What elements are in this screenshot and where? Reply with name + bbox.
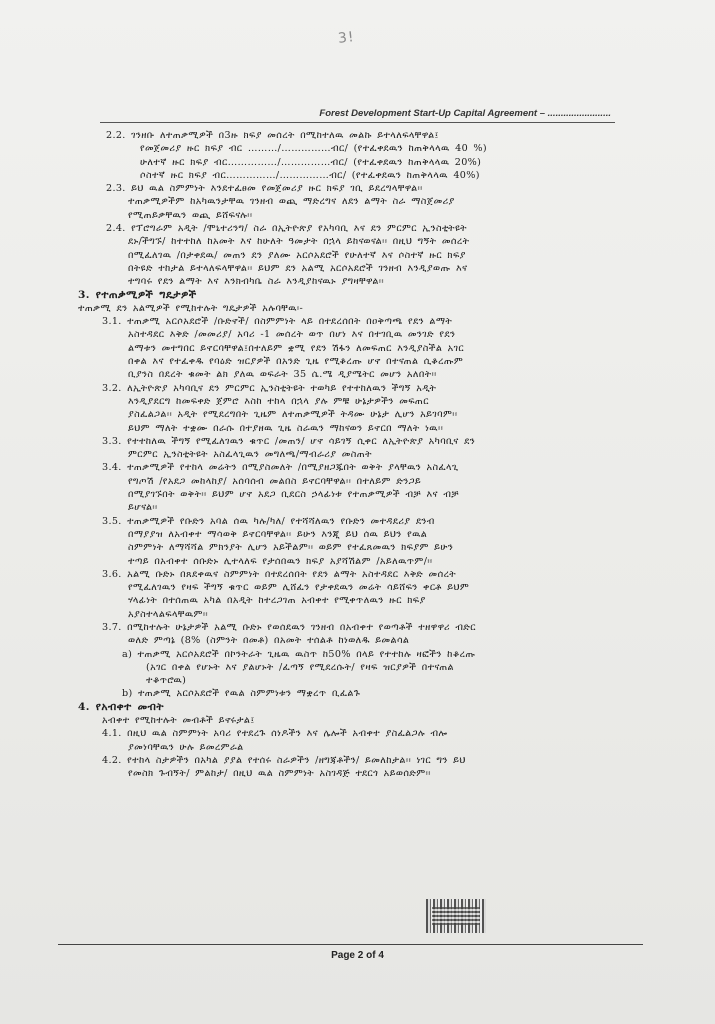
text-line: ይህም ማለት ተቋሙ በራሱ በተያዘዉ ጊዜ ስራዉን ማከናወን ይኖርበ ማለት ነዉ፡፡ — [128, 422, 444, 434]
text-line: የመስክ ጉብኝት/ ምልከታ/ በዚህ ዉል ስምምነት አስገዳጅ ተደርጎ አይወሰድም፡፡ — [128, 768, 431, 780]
text-line: 4. የአብቀተ መብት — [78, 700, 164, 713]
text-line: 2.2. ገንዘቡ ለተጠቃሚዎች በ3ዙ ክፍያ መሰረት በሚከተለዉ መልኩ ይተላለፍላቸዋል፤ — [106, 130, 439, 141]
scan-mark: 3! — [337, 29, 356, 47]
text-line: አያስተላልፍላቸዉም፡፡ — [128, 608, 209, 620]
text-line: የግጦሽ /የአደጋ መከላከያ/ አሰባሰብ መልበስ ይኖርባቸዋል፡፡ በተለይም ድንጋይ — [128, 475, 422, 487]
text-line: 2.4. የፕሮግራም አዲት /ሞኒተሪንግ/ ስራ በኢትዮጵያ የአካባቢ እና ደን ምርምር ኢንስቲትዩት — [106, 223, 467, 235]
text-line: 3.3. የተተከለዉ ችግኝ የሚፈለገዉን ቁጥር /መጠን/ ሆኖ ሳይገኝ ሲቀር ለኢትዮጵያ አካባቢና ደን — [102, 435, 476, 447]
text-line: 3.4. ተጠቃሚዎች የተከላ መሬትን በሚያስመለት /በሚያዘጋጁበት ወቅት ያላቸዉን አስፈላጊ — [102, 462, 459, 474]
text-line: ያመነባቸዉን ሁሉ ይመረምራል — [128, 741, 244, 753]
text-line: ቢያንስ በደረት ቁመት ልክ ያለዉ ወፍራት 35 ሴ.ሜ ዲያሜትር መሆን አለበት፡፡ — [128, 369, 437, 381]
text-line: 3.7. በሚከተሉት ሁኔታዎች አልሚ ቡድኑ የወሰደዉን ገንዘብ በአብቀተ የወጣቶች ተዘዋዋሪ ብድር — [102, 621, 476, 633]
text-line: የሚጠይቃቸዉን ወጪ ይሸፍናሉ፡፡ — [128, 209, 253, 221]
text-line: ልማቱን መተግበር ይኖርባቸዋል፤በተለይም ቋሚ የደን ሽፋን ለመፍጠር እንዲያስችል አገር — [128, 342, 465, 354]
text-line: 3.5. ተጠቃሚዎች የቡድን አባል ሰዉ ካሉ/ካለ/ የተሻሻለዉን የቡድን መተዳደሪያ ደንብ — [102, 515, 435, 527]
text-line: ተጠቃሚዎችም ከአካዉንታቸዉ ገንዘብ ወጪ ማድረግና ለደን ልማት ስራ ማስጀመሪያ — [128, 196, 455, 208]
footer-rule — [58, 944, 643, 945]
text-line: ሁለተኛ ዙር ክፍያ ብር……………/……………ብር/ (የተፈቀደዉን ከጠቅላላዉ 20%) — [140, 156, 482, 168]
text-line: ተጠቃሚ ደን አልሚዎች የሚከተሉት ግዴታዎች አሉባቸዉ፡- — [78, 302, 304, 314]
text-line: ምርምር ኢንስቲትዩት አስፈላጊዉን መግለጫ/ማብራሪያ መስጠት — [128, 449, 372, 461]
text-line: አብቀተ የሚከተሉት መብቶች ይኖሩታል፤ — [102, 715, 255, 727]
text-line: 3.2. ለኢትዮጵያ አካባቢና ደን ምርምር ኢንስቲትዩት ተወካይ የተተከለዉን ችግኝ አዲት — [102, 382, 437, 394]
text-line: 3.1. ተጠቃሚ አርሶአደሮች /ቡድኖች/ በስምምነት ላይ በተደረሰበት በዐቅጣጫ የደን ልማት — [102, 316, 453, 328]
header-title: Forest Development Start-Up Capital Agreement – ........................ — [319, 108, 611, 119]
text-line: ተጣይ በአብቀተ ሰቡድኑ ሊተላለፍ የታሰበዉን ክፍያ አያሻሽልም /አይለዉጥም/፡፡ — [128, 555, 433, 567]
text-line: ተቆጥሮዉ) — [146, 675, 187, 687]
text-line: በቀል እና የተፈቀዱ የባዕድ ዝርያዎች በአንድ ጊዜ የሚቆረጡ ሆኖ በተናጠል ሲቆረጡም — [128, 356, 464, 368]
text-line: እንዲያደርግ ከመፍቀድ ጀምሮ እስከ ተከላ በኋላ ያሉ ምቹ ሁኔታዎችን መፍጠር — [128, 395, 429, 407]
text-line: 3.6. አልሚ ቡድኑ በጸደቀዉና ስምምነት በተደረሰበት የደን ልማት አስተዳደር እቅድ መሰረት — [102, 568, 457, 580]
text-line: በትዩድ ተከታል ይተላለፍላቸዋል፡፡ ይህም ደን አልሚ አርሶአደሮች ገንዘብ እንዲያወጡ እና — [128, 262, 468, 274]
text-line: የሚፈለገዉን የዛፍ ችግኝ ቁጥር ወይም ሊሸፈን የታቀደዉን መሬት ሳይሸፍን ቀርቶ ይህም — [128, 582, 470, 594]
text-line: በሚያገኙበት ወቅት፡፡ ይህም ሆኖ አደጋ ቢደርስ ኃላፊነቱ የተጠቃሚዎች ብቻ እና ብቻ — [128, 489, 459, 501]
text-line: ሶስተኛ ዙር ክፍያ ብር……………/……………ብር/ (የተፈቀደዉን ከጠቅላላዉ 40%) — [140, 169, 480, 181]
text-line: ሃላፊነት በተሰጠዉ አካል በአዲት ከተረጋገጠ አብቀተ የሚቀጥለዉን ዙር ክፍያ — [128, 595, 426, 607]
page-number: Page 2 of 4 — [331, 950, 384, 961]
text-line: b) ተጠቃሚ አርሶአደሮች የዉል ስምምነቱን ማቋረጥ ቢፈልጉ — [122, 688, 361, 700]
text-line: የመጀመሪያ ዙር ክፍያ ብር ………/……………ብር/ (የተፈቀደዉን ከጠቅላላዉ 40 %) — [140, 143, 487, 155]
text-line: ደኑ/ችግኙ/ ከተተከለ ከአመት እና ከሁለት ዓመታት በኋላ ይከናወናል፡፡ በዚህ ግኝት መሰረት — [128, 236, 470, 248]
text-line: ያስፈልጋል፡፡ አዲት የሚደረግበት ጊዜም ለተጠቃሚዎች ትዳሙ ሁኔታ ሊሆን አይገባም፡፡ — [128, 409, 458, 421]
text-line: በማያያዝ ለአብቀተ ማሳወቅ ይኖርባቸዋል፡፡ ይሁን እንጂ ይህ ሰዉ ይህን የዉል — [128, 528, 428, 540]
text-line: 4.2. የተከላ ስታዎችን በአካል ያያል የተሰሩ ስራዎችን /ዘግጃቶችን/ ይመለከታል፡፡ ነገር ግን ይህ — [102, 754, 466, 766]
header-rule — [100, 122, 615, 123]
text-line: አስተዳደር እቅድ /መመሪያ/ አባሪ -1 መሰረት ወጥ በሆነ እና በተገቢዉ መንገድ የደን — [128, 329, 456, 341]
text-line: a) ተጠቃሚ አርሶአደሮች በኮንትራት ጊዜዉ ዉስጥ ከ50% በላይ የተተከሉ ዛፎችን ከቆረጡ — [122, 648, 476, 660]
text-line: በሚፈለገዉ /በታቀደዉ/ መጠን ደን ያለሙ አርሶአደሮች የሁለተኛ እና ሶስተኛ ዙር ክፍያ — [128, 249, 466, 261]
text-line: ወለድ ምጣኔ (8% (ስምንት በመቶ) በአመት ተሰልቶ ከነወለዱ ይመልሳል — [128, 635, 410, 647]
barcode-stamp — [426, 899, 486, 933]
text-line: ተግባሩ የደን ልማት እና እንክብካቤ ስራ እንዲያከናዉኑ ያግዛቸዋል፡፡ — [128, 276, 384, 288]
text-line: 2.3. ይህ ዉል ስምምነት እንደተፈፀመ የመጀመሪያ ዙር ክፍያ ገቢ ይደረግላቸዋል፡፡ — [106, 183, 423, 195]
text-line: 3. የተጠቃሚዎች ግዴታዎች — [78, 288, 197, 301]
text-line: ስምምነት ለማሻሻል ምክንያት ሊሆን አይችልም፡፡ ወይም የተፈጸመዉን ክፍያም ይሁን — [128, 542, 454, 554]
text-line: (አገር በቀል የሆኑት እና ያልሆኑት /ፈጣኝ የሚደረሱት/ የዛፍ ዝርያዎች በተናጠል — [146, 661, 454, 673]
document-body — [78, 129, 638, 781]
text-line: ይሆናል፡፡ — [128, 502, 158, 514]
text-line: 4.1. በዚህ ዉል ስምምነት አባሪ የተደረጉ ሰነዶችን እና ሌሎች አብቀተ ያስፈልጋሉ ብሎ — [102, 728, 448, 740]
